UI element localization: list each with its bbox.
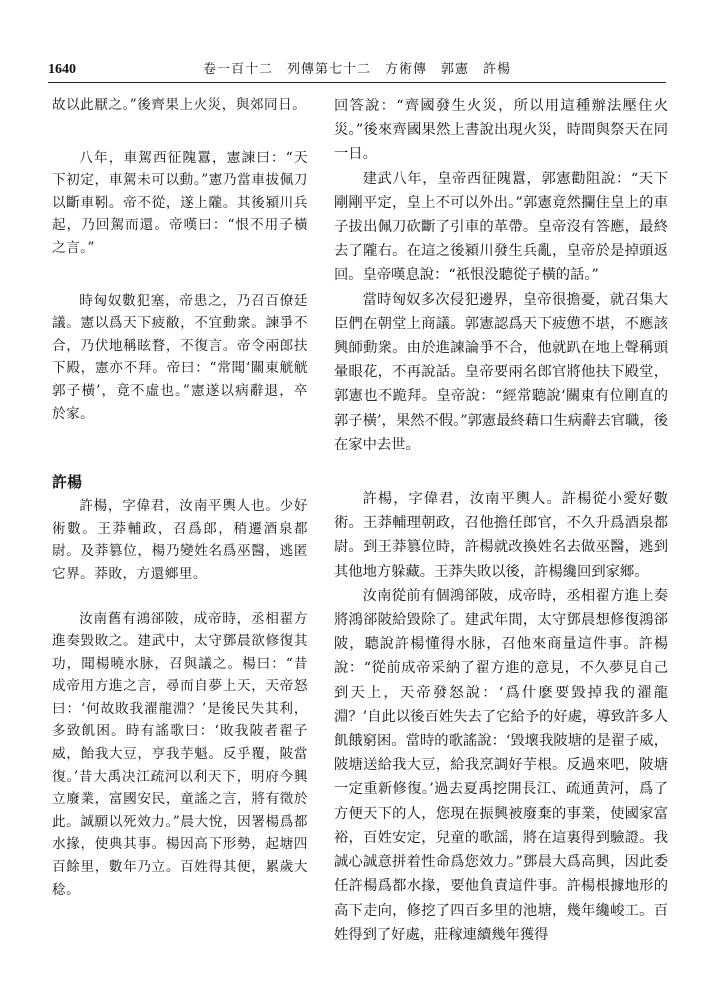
translation-paragraph-1: 回答說：“齊國發生火災，所以用這種辦法壓住火災。”後來齊國果然上書說出現火災，時間與祭天在同一日。 xyxy=(334,98,668,163)
classical-text-column xyxy=(52,94,308,980)
translation-paragraph-2: 建武八年，皇帝西征隗囂，郭憲勸阻說：“天下剛剛平定，皇上不可以外出。”郭憲竟然攔住皇上的車子拔出佩刀砍斷了引車的革帶。皇帝沒有答應，最終去了隴右。在這之後潁川發生兵亂，皇帝於是掉頭返回。皇帝嘆息說：“祇恨没聽從子橫的話。” xyxy=(334,170,668,284)
classical-paragraph-3: 時匈奴數犯塞，帝患之，乃召百僚廷議。憲以爲天下疲敝，不宜動衆。諫爭不合，乃伏地稱眩瞀，不復言。帝令兩郎扶下殿，憲亦不拜。帝曰：“常聞‘關東觥觥郭子橫’，竟不虛也。”憲遂以病辭退，卒於家。 xyxy=(52,292,308,422)
classical-paragraph-2: 八年，車駕西征隗囂，憲諫曰：“天下初定，車駕未可以動。”憲乃當車拔佩刀以斷車靷。帝不從，遂上隴。其後潁川兵起，乃回駕而還。帝嘆曰：“恨不用子橫之言。” xyxy=(52,149,308,256)
classical-paragraph-5: 汝南舊有鴻郤陂，成帝時，丞相翟方進奏毀敗之。建武中，太守鄧晨欲修復其功，聞楊曉水脉，召與議之。楊曰：“昔成帝用方進之言，尋而自夢上天，天帝怒曰：‘何故敗我濯龍淵？’是後民失其利，多致飢困。時有謠歌曰：‘敗我陂者翟子威，飴我大豆，亨我芋魁。反乎覆，陂當復。’昔大禹决江疏河以利天下，明府今興立廢業，富國安民，童謠之言，將有徵於此。誠願以死效力。”晨大悅，因署楊爲都水掾，使典其事。楊因高下形勢，起塘四百餘里，數年乃立。百姓得其便，累歲大稔。 xyxy=(52,610,308,898)
classical-paragraph-4: 許楊，字偉君，汝南平輿人也。少好術數。王莽輔政，召爲郎，稍遷酒泉都尉。及莽篡位，楊乃變姓名爲巫醫，逃匿它界。莽敗，方還鄉里。 xyxy=(52,498,308,582)
translation-column xyxy=(334,94,668,980)
translation-paragraph-4: 許楊，字偉君，汝南平輿人。許楊從小愛好數術。王莽輔理朝政，召他擔任郎官，不久升爲酒泉都尉。到王莽篡位時，許楊就改換姓名去做巫醫，逃到其他地方躲藏。王莽失敗以後，許楊纔回到家鄉。 xyxy=(334,491,668,580)
page-number: 1640 xyxy=(48,62,76,77)
section-title: 許楊 xyxy=(52,473,83,492)
translation-paragraph-5: 汝南從前有個鴻郤陂，成帝時，丞相翟方進上奏將鴻郤陂給毀除了。建武年間，太守鄧晨想修復鴻郤陂，聽說許楊懂得水脉，召他來商量這件事。許楊說：“從前成帝采納了翟方進的意見，不久夢見自己到天上，天帝發怒說：‘爲什麽要毀掉我的濯龍淵？’自此以後百姓失去了它給予的好處，導致許多人飢餓窮困。當時的歌謠說：‘毀壞我陂塘的是翟子威，陂塘送給我大豆，給我烹調好芋根。反過來吧，陂塘一定重新修復。’過去夏禹挖開長江、疏通黄河，爲了方便天下的人，您現在振興被廢棄的事業，使國家富裕，百姓安定，兒童的歌謡，將在這裏得到驗證。我誠心誠意拼着性命爲您效力。”鄧晨大爲高興，因此委任許楊爲都水掾，要他負責這件事。許楊根據地形的高下走向，修挖了四百多里的池塘，幾年纔峻工。百姓得到了好處，莊稼連續幾年獲得 xyxy=(334,587,668,943)
translation-paragraph-3: 當時匈奴多次侵犯邊界，皇帝很擔憂，就召集大臣們在朝堂上商議。郭憲認爲天下疲憊不堪，不應該興師動衆。由於進諫論爭不合，他就趴在地上聲稱頭暈眼花，不再說話。皇帝要兩名郎官將他扶下殿堂，郭憲也不跪拜。皇帝說：“經常聽說‘關東有位剛直的郭子橫’，果然不假。”郭憲最終藉口生病辭去官職，後在家中去世。 xyxy=(334,291,668,453)
classical-paragraph-1: 故以此厭之。”後齊果上火災，與郊同日。 xyxy=(52,97,307,113)
running-head: 卷一百十二 列傳第七十二 方術傳 郭憲 許楊 xyxy=(202,62,511,77)
page-header xyxy=(48,60,666,83)
